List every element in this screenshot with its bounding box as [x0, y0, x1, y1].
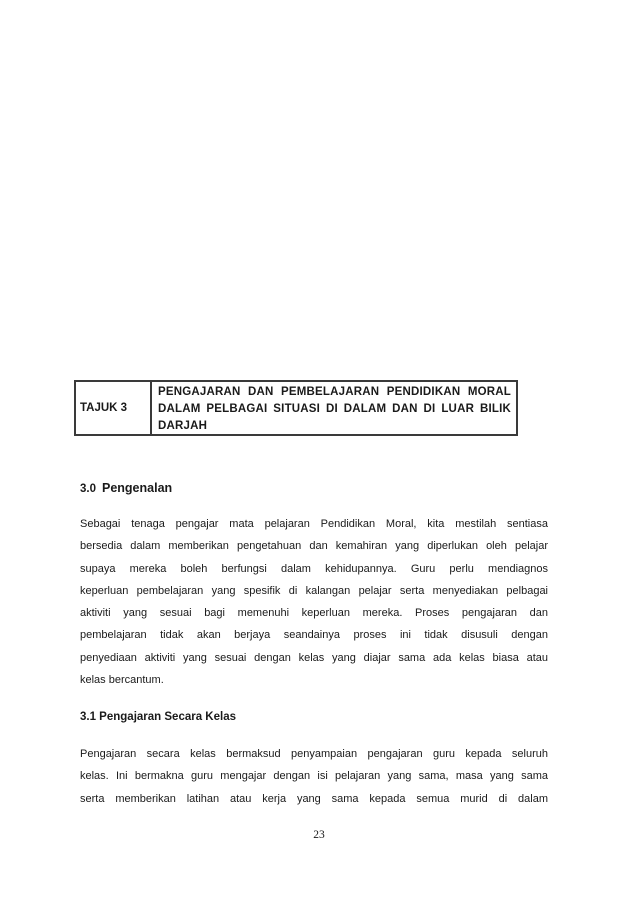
paragraph-line: kelas bercantum. [80, 674, 164, 687]
section-heading [80, 481, 172, 495]
paragraph-line: Sebagai tenaga pengajar mata pelajaran Pendidikan Moral, kita mestilah sentiasa [80, 518, 548, 530]
topic-heading-line: DALAM PELBAGAI SITUASI DI DALAM DAN DI LUAR BILIK [158, 403, 511, 415]
topic-heading [152, 382, 516, 434]
topic-heading-line: DARJAH [158, 420, 208, 432]
paragraph-line: bersedia dalam memberikan pengetahuan dan kemahiran yang diperlukan oleh pelajar [80, 540, 548, 553]
topic-number: TAJUK 3 [76, 382, 152, 434]
section-number: 3.0 [80, 483, 96, 495]
paragraph-line: kelas. Ini bermakna guru mengajar dengan isi pelajaran yang sama, masa yang sama [80, 770, 548, 783]
page-number: 23 [313, 829, 325, 841]
paragraph-line: pembelajaran tidak akan berjaya seandainya proses ini tidak disusuli dengan [80, 629, 548, 642]
subsection-paragraph [80, 743, 548, 810]
subsection-heading: 3.1 Pengajaran Secara Kelas [80, 711, 236, 723]
paragraph-line: keperluan pembelajaran yang spesifik di kalangan pelajar serta menyediakan pelbagai [80, 584, 548, 597]
topic-title-box [74, 380, 518, 436]
section-title: Pengenalan [102, 481, 173, 495]
paragraph-line: supaya mereka boleh berfungsi dalam kehidupannya. Guru perlu mendiagnos [80, 562, 548, 575]
intro-paragraph [80, 513, 548, 691]
paragraph-line: serta memberikan latihan atau kerja yang sama kepada semua murid di dalam [80, 792, 548, 805]
paragraph-line: aktiviti yang sesuai bagi memenuhi keperluan mereka. Proses pengajaran dan [80, 607, 548, 620]
topic-heading-line: PENGAJARAN DAN PEMBELAJARAN PENDIDIKAN MORAL [158, 386, 511, 398]
paragraph-line: penyediaan aktiviti yang sesuai dengan kelas yang diajar sama ada kelas biasa atau [80, 651, 548, 664]
paragraph-line: Pengajaran secara kelas bermaksud penyampaian pengajaran guru kepada seluruh [80, 748, 548, 760]
